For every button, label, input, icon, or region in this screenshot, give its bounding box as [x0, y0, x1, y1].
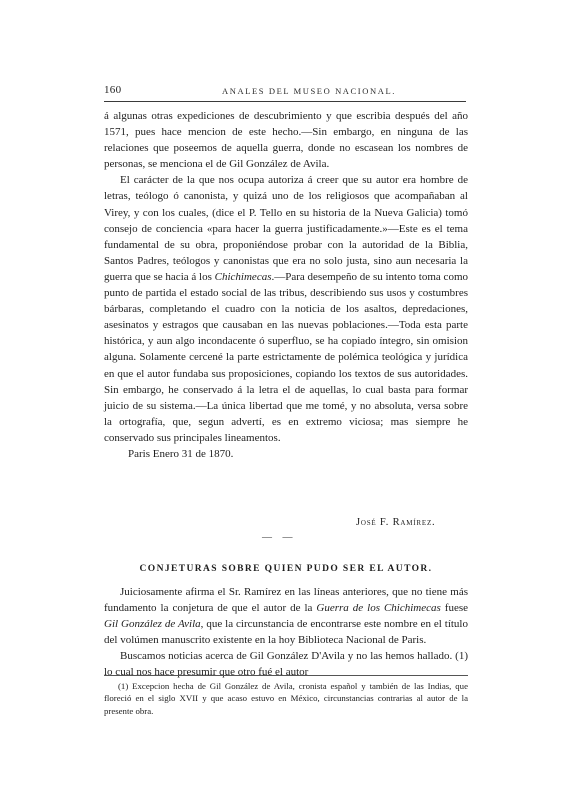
header-rule — [104, 101, 466, 102]
emphasis-text: Gil González de Avila — [104, 618, 201, 631]
page-number: 160 — [104, 84, 122, 96]
preface-text — [104, 108, 468, 462]
paragraph: á algunas otras expediciones de descubrimiento y que escribia después del año 1571, pues hace mencion de este hecho.—Sin embargo, en ninguna de las relaciones que poseemos de aquella guerra, donde no escasean los nombres de personas, se menciona el de Gil González de Avila. — [104, 110, 468, 171]
paragraph-text: fuese — [440, 602, 468, 615]
section-separator: — — — [262, 532, 297, 543]
section-text — [104, 584, 468, 681]
paragraph: Buscamos noticias acerca de Gil González D'Avila y no las hemos hallado. (1) lo cual nos hace presumir que otro fué el autor — [104, 650, 468, 679]
section-heading: CONJETURAS SOBRE QUIEN PUDO SER EL AUTOR. — [139, 564, 433, 574]
dateline: Paris Enero 31 de 1870. — [128, 447, 234, 460]
paragraph-text: , que la circunstancia de encontrarse este nombre en el título del volúmen manuscrito existente en la hoy Biblioteca Nacional de Paris. — [104, 618, 468, 647]
emphasis-text: Guerra de los Chichimecas — [316, 602, 441, 615]
footnote-text: (1) Excepcion hecha de Gil González de Avila, cronista español y también de las Indias, que floreció en el siglo XVII y que acaso estuvo en México, circunstancias contrarias al autor de la presente obra. — [104, 681, 468, 716]
emphasis-text: Chichimecas — [214, 270, 272, 283]
running-title: ANALES DEL MUSEO NACIONAL. — [222, 86, 396, 96]
paragraph-text: .—Para desempeño de su intento toma como punto de partida el estado social de las tribus, describiendo sus usos y costumbres bárbaras, completando el cuadro con la noticia de los asaltos, depredaciones, asesinatos y estragos que causaban en las nuevas poblaciones.—Toda esta parte histórica, y aun algo incondacente ó superfluo, se ha copiado íntegro, sin omision alguna. Solamente cercené la parte estrictamente de polémica teológica y jurídica en que el autor fundaba sus proposiciones, copiando los textos de sus autoridades. Sin embargo, he conservado á la letra el de aquellas, lo cual basta para formar juicio de su sistema.—La única libertad que me tomé, y no absoluta, versa sobre la ortografía, que, segun advertí, es en extremo viciosa; mas siempre he conservado sus principales lineamentos. — [104, 270, 468, 444]
paragraph-text: Juiciosamente afirma el Sr. Ramírez en las líneas anteriores, que no tiene más fundamento la conjetura de que el autor de la — [104, 586, 468, 615]
footnote-rule — [104, 675, 468, 676]
paragraph — [104, 172, 468, 446]
signature: José F. Ramírez. — [356, 517, 436, 528]
paragraph-text: El carácter de la que nos ocupa autoriza á creer que su autor era hombre de letras, teólogo ó canonista, y quizá uno de los religiosos que acompañaban al Virey, y con los cuales, (dice el P. Tello en su historia de la Nueva Galicia) tomó consejo de conciencia «para hacer la guerra justificadamente.»—Este es el tema fundamental de su obra, proponiéndose probar con la autoridad de la Biblia, Santos Padres, teólogos y canonistas que era no solo justa, sino aun necesaria la guerra que se hacia á los — [104, 174, 468, 283]
footnote — [104, 680, 468, 717]
paragraph — [104, 584, 468, 648]
